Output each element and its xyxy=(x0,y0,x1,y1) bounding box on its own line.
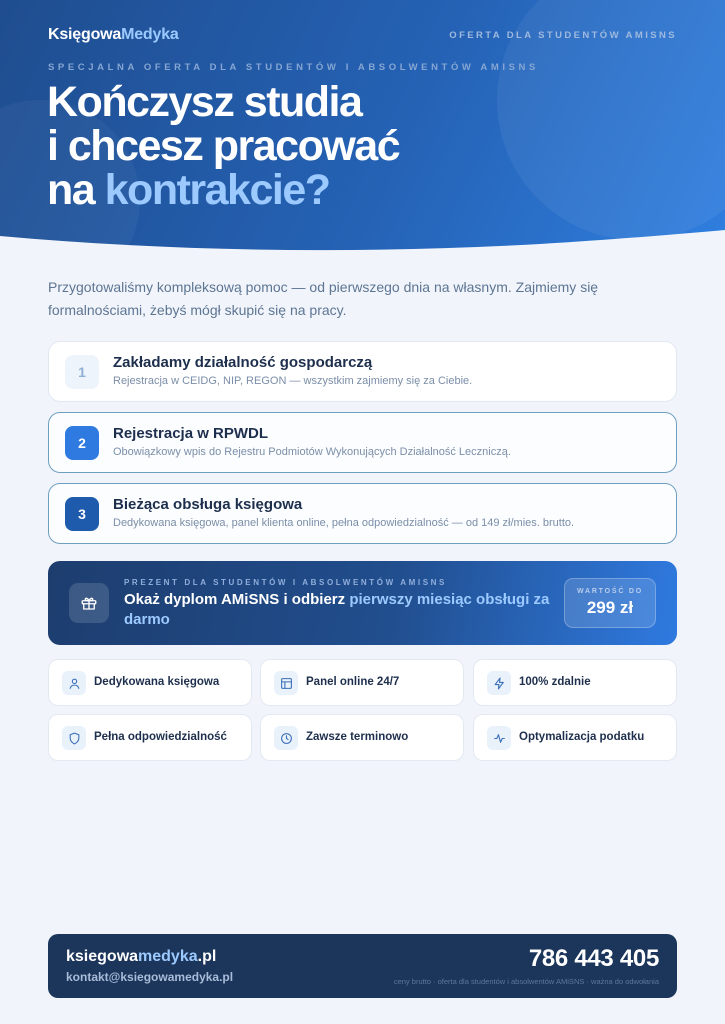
footer-note: ceny brutto · oferta dla studentów i absolwentów AMiSNS · ważna do odwołania xyxy=(393,977,659,986)
hero-headline xyxy=(47,80,567,212)
logo-text: Księgowa xyxy=(48,26,122,43)
domain-tld: .pl xyxy=(197,948,217,965)
step-description: Rejestracja w CEIDG, NIP, REGON — wszystkim zajmiemy się za Ciebie. xyxy=(113,375,473,387)
domain-text-accent: medyka xyxy=(138,948,198,965)
step-card-2 xyxy=(48,412,677,473)
feature-full-responsibility xyxy=(48,714,252,761)
feature-online-panel xyxy=(260,659,464,706)
activity-icon xyxy=(487,726,511,750)
feature-label: Panel online 24/7 xyxy=(306,676,400,688)
promo-text-highlight: pierwszy miesiąc obsługi za darmo xyxy=(124,591,550,628)
domain-text: ksiegowa xyxy=(66,948,139,965)
email-link[interactable]: kontakt@ksiegowamedyka.pl xyxy=(66,970,234,984)
feature-dedicated-accountant xyxy=(48,659,252,706)
feature-remote xyxy=(473,659,677,706)
clock-icon xyxy=(274,726,298,750)
step-card-3 xyxy=(48,483,677,544)
user-icon xyxy=(62,671,86,695)
step-number: 3 xyxy=(65,497,99,531)
promo-text-main: Okaż dyplom AMiSNS i odbierz xyxy=(124,591,350,608)
feature-tax-optimization xyxy=(473,714,677,761)
step-card-1 xyxy=(48,341,677,402)
promo-banner xyxy=(48,561,677,645)
feature-label: 100% zdalnie xyxy=(519,676,591,688)
hero-banner xyxy=(0,0,725,262)
hero-eyebrow: SPECJALNA OFERTA DLA STUDENTÓW I ABSOLWENTÓW AMISNS xyxy=(48,62,539,73)
layout-icon xyxy=(274,671,298,695)
header-tagline: OFERTA DLA STUDENTÓW AMISNS xyxy=(449,30,677,41)
value-label: WARTOŚĆ DO xyxy=(576,588,644,595)
lightning-icon xyxy=(487,671,511,695)
website-link[interactable] xyxy=(66,948,216,966)
headline-line: i chcesz pracować xyxy=(47,122,400,170)
promo-eyebrow: PREZENT DLA STUDENTÓW I ABSOLWENTÓW AMISNS xyxy=(124,578,447,587)
brand-logo[interactable] xyxy=(48,26,179,44)
feature-always-on-time xyxy=(260,714,464,761)
logo-text-accent: Medyka xyxy=(121,26,179,43)
phone-number[interactable]: 786 443 405 xyxy=(528,945,659,972)
step-number: 1 xyxy=(65,355,99,389)
intro-text: Przygotowaliśmy kompleksową pomoc — od pierwszego dnia na własnym. Zajmiemy się formalnościami, żebyś mógł skupić się na pracy. xyxy=(48,279,599,318)
contact-footer xyxy=(48,934,677,998)
gift-icon xyxy=(69,583,109,623)
step-description: Dedykowana księgowa, panel klienta online, pełna odpowiedzialność — od 149 zł/mies. brutto. xyxy=(113,517,575,529)
shield-icon xyxy=(62,726,86,750)
step-number: 2 xyxy=(65,426,99,460)
hero-wave xyxy=(0,222,725,262)
headline-line: na xyxy=(47,166,105,214)
feature-label: Dedykowana księgowa xyxy=(94,676,220,688)
feature-label: Pełna odpowiedzialność xyxy=(94,731,227,743)
headline-highlight: kontrakcie? xyxy=(104,166,330,214)
promo-text xyxy=(124,590,564,630)
step-title: Zakładamy działalność gospodarczą xyxy=(113,354,373,371)
step-description: Obowiązkowy wpis do Rejestru Podmiotów Wykonujących Działalność Leczniczą. xyxy=(113,446,511,458)
promo-value-badge xyxy=(564,578,656,628)
feature-label: Zawsze terminowo xyxy=(306,731,409,743)
value-amount: 299 zł xyxy=(586,598,634,617)
step-title: Rejestracja w RPWDL xyxy=(113,425,269,442)
headline-line: Kończysz studia xyxy=(47,78,362,126)
feature-label: Optymalizacja podatku xyxy=(519,731,645,743)
step-title: Bieżąca obsługa księgowa xyxy=(113,496,303,513)
